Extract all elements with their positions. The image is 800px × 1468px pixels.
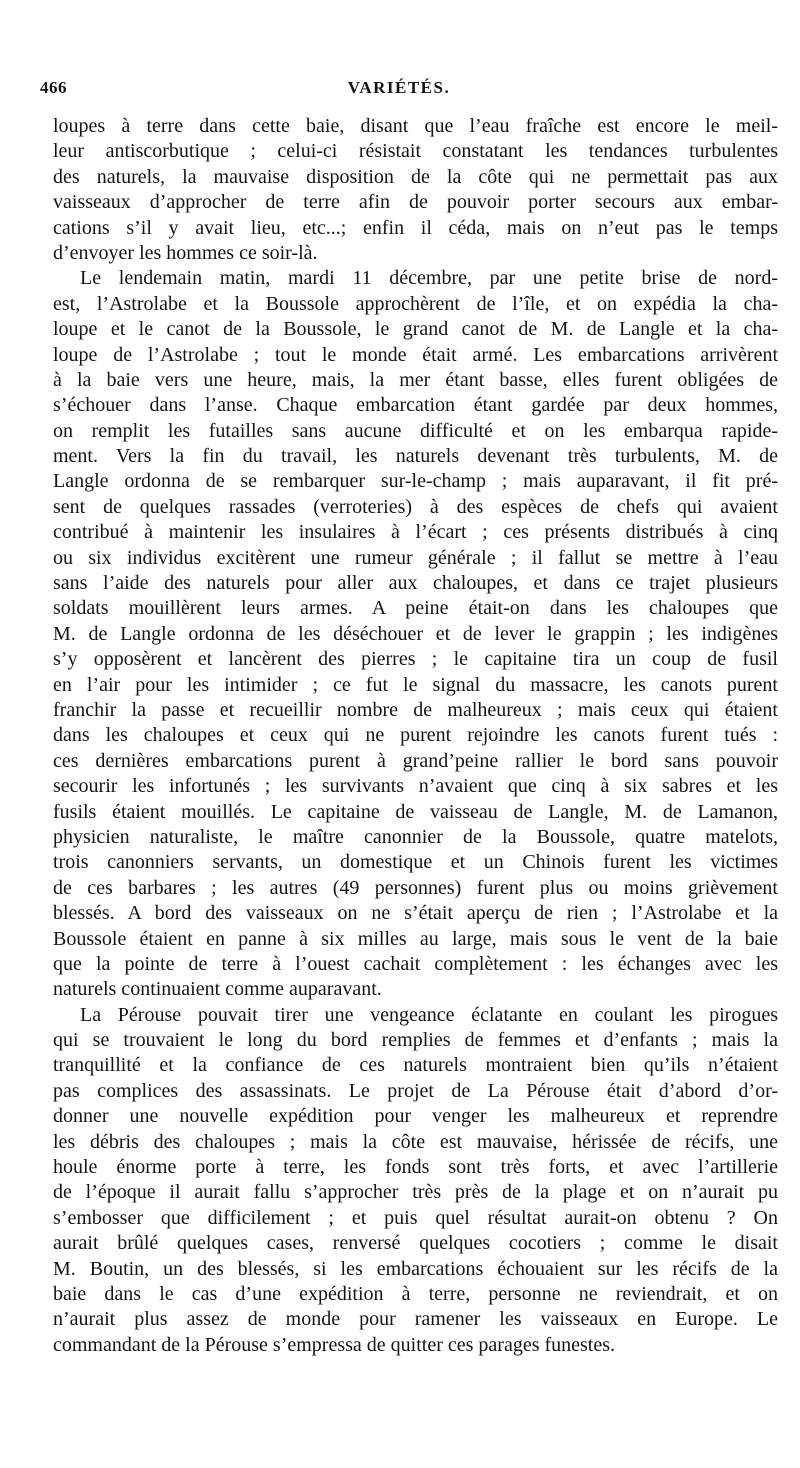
text-line: loupes à terre dans cette baie, disant que l’eau fraîche est encore le meil-	[53, 115, 778, 137]
text-line: ces dernières embarcations purent à grand’peine rallier le bord sans pouvoir	[53, 749, 778, 772]
text-line: baie dans le cas d’une expédition à terre, personne ne reviendrait, et on	[53, 1282, 778, 1305]
text-line: ou six individus excitèrent une rumeur générale ; il fallut se mettre à l’eau	[53, 546, 778, 569]
text-line: blessés. A bord des vaisseaux on ne s’était aperçu de rien ; l’Astrolabe et la	[53, 902, 778, 925]
text-line: ment. Vers la fin du travail, les naturels devenant très turbulents, M. de	[53, 445, 778, 468]
text-line: M. Boutin, un des blessés, si les embarcations échouaient sur les récifs de la	[53, 1257, 778, 1280]
text-line: que la pointe de terre à l’ouest cachait complètement : les échanges avec les	[53, 952, 778, 975]
text-line: on remplit les futailles sans aucune difficulté et on les embarqua rapide-	[53, 419, 778, 442]
text-line: s’embosser que difficilement ; et puis quel résultat aurait-on obtenu ? On	[53, 1206, 778, 1229]
text-line: à la baie vers une heure, mais, la mer étant basse, elles furent obligées de	[53, 368, 778, 391]
text-line: cations s’il y avait lieu, etc...; enfin il céda, mais on n’eut pas le temps	[53, 216, 778, 239]
text-line: n’aurait plus assez de monde pour ramener les vaisseaux en Europe. Le	[53, 1308, 778, 1331]
text-line: franchir la passe et recueillir nombre de malheureux ; mais ceux qui étaient	[53, 698, 778, 721]
text-line: pas complices des assassinats. Le projet de La Pérouse était d’abord d’or-	[53, 1079, 778, 1102]
text-line: Boussole étaient en panne à six milles au large, mais sous le vent de la baie	[53, 927, 778, 950]
text-line: sans l’aide des naturels pour aller aux chaloupes, et dans ce trajet plusieurs	[53, 572, 778, 595]
text-line: en l’air pour les intimider ; ce fut le signal du massacre, les canots purent	[53, 673, 778, 696]
page-number: 466	[40, 78, 67, 97]
text-line: La Pérouse pouvait tirer une vengeance éclatante en coulant les pirogues	[80, 1003, 778, 1026]
text-line: physicien naturaliste, le maître canonnier de la Boussole, quatre matelots,	[53, 825, 778, 848]
text-line: aurait brûlé quelques cases, renversé quelques cocotiers ; comme le disait	[53, 1232, 778, 1255]
text-line: des naturels, la mauvaise disposition de la côte qui ne permettait pas aux	[53, 165, 778, 188]
text-line: contribué à maintenir les insulaires à l’écart ; ces présents distribués à cinq	[53, 521, 778, 544]
text-line: tranquillité et la confiance de ces naturels montraient bien qu’ils n’étaient	[53, 1054, 778, 1077]
text-line: fusils étaient mouillés. Le capitaine de vaisseau de Langle, M. de Lamanon,	[53, 800, 778, 823]
text-line: s’y opposèrent et lancèrent des pierres ; le capitaine tira un coup de fusil	[53, 648, 778, 671]
text-line: soldats mouillèrent leurs armes. A peine était-on dans les chaloupes que	[53, 597, 778, 620]
page-header	[40, 78, 758, 104]
text-line: houle énorme porte à terre, les fonds sont très forts, et avec l’artillerie	[53, 1156, 778, 1179]
text-line: de ces barbares ; les autres (49 personnes) furent plus ou moins grièvement	[53, 876, 778, 899]
running-title: VARIÉTÉS.	[347, 78, 451, 97]
text-line: naturels continuaient comme auparavant.	[53, 978, 382, 1001]
text-line: M. de Langle ordonna de les déséchouer et de lever le grappin ; les indigènes	[53, 622, 778, 645]
text-line: qui se trouvaient le long du bord remplies de femmes et d’enfants ; mais la	[53, 1029, 778, 1052]
body-text	[53, 114, 778, 1358]
text-line: loupe de l’Astrolabe ; tout le monde était armé. Les embarcations arrivèrent	[53, 343, 778, 366]
text-line: de l’époque il aurait fallu s’approcher très près de la plage et on n’aurait pu	[53, 1181, 778, 1204]
text-line: donner une nouvelle expédition pour venger les malheureux et reprendre	[53, 1105, 778, 1128]
text-line: leur antiscorbutique ; celui-ci résistait constatant les tendances turbulentes	[53, 140, 778, 163]
text-line: loupe et le canot de la Boussole, le grand canot de M. de Langle et la cha-	[53, 318, 778, 341]
text-line: Le lendemain matin, mardi 11 décembre, par une petite brise de nord-	[80, 267, 778, 290]
text-line: commandant de la Pérouse s’empressa de quitter ces parages funestes.	[53, 1333, 616, 1356]
text-line: sent de quelques rassades (verroteries) à des espèces de chefs qui avaient	[53, 495, 778, 518]
text-line: s’échouer dans l’anse. Chaque embarcation étant gardée par deux hommes,	[53, 394, 778, 417]
text-line: les débris des chaloupes ; mais la côte est mauvaise, hérissée de récifs, une	[53, 1130, 778, 1153]
text-line: vaisseaux d’approcher de terre afin de pouvoir porter secours aux embar-	[53, 191, 778, 214]
text-line: trois canonniers servants, un domestique et un Chinois furent les victimes	[53, 851, 778, 874]
text-line: d’envoyer les hommes ce soir-là.	[53, 241, 318, 264]
text-line: dans les chaloupes et ceux qui ne purent rejoindre les canots furent tués :	[53, 724, 778, 747]
text-line: est, l’Astrolabe et la Boussole approchèrent de l’île, et on expédia la cha-	[53, 292, 778, 315]
text-line: Langle ordonna de se rembarquer sur-le-champ ; mais auparavant, il fit pré-	[53, 470, 778, 493]
text-line: secourir les infortunés ; les survivants n’avaient que cinq à six sabres et les	[53, 775, 778, 798]
